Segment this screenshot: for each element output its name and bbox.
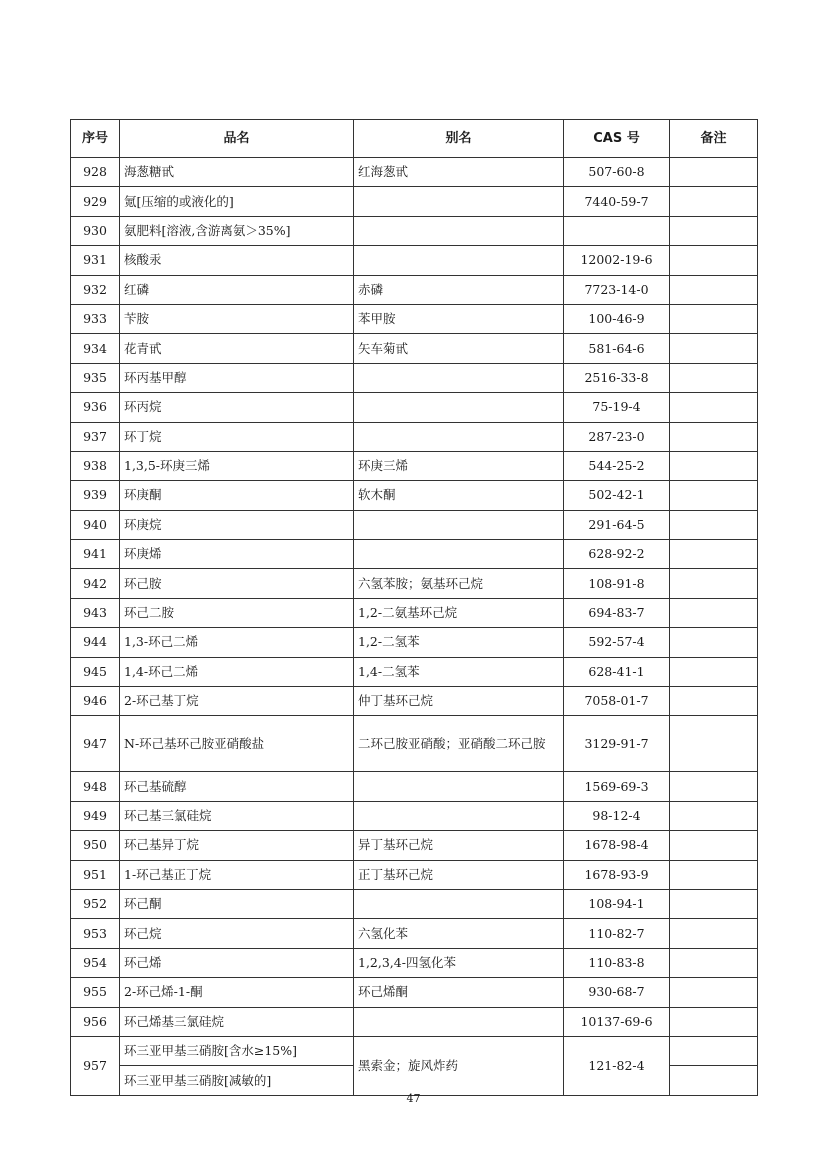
cell-name: 环丙烷: [120, 393, 354, 422]
header-num: 序号: [71, 120, 120, 158]
cell-alias: 1,2-二氢苯: [354, 628, 564, 657]
table-row: [71, 628, 758, 657]
table-row: [71, 772, 758, 801]
cell-name: 环丁烷: [120, 422, 354, 451]
cell-cas: 3129-91-7: [564, 716, 670, 772]
cell-name: 1,4-环己二烯: [120, 657, 354, 686]
table-row: [71, 657, 758, 686]
cell-num: 940: [71, 510, 120, 539]
cell-alias: 正丁基环己烷: [354, 860, 564, 889]
cell-alias: 环庚三烯: [354, 451, 564, 480]
cell-cas: 287-23-0: [564, 422, 670, 451]
header-alias: 别名: [354, 120, 564, 158]
table-row: [71, 275, 758, 304]
cell-num: 953: [71, 919, 120, 948]
table-row: [71, 948, 758, 977]
cell-cas: 7723-14-0: [564, 275, 670, 304]
cell-note: [670, 772, 758, 801]
table-row: [71, 598, 758, 627]
cell-name: 环庚烯: [120, 540, 354, 569]
cell-note: [670, 275, 758, 304]
cell-alias: [354, 216, 564, 245]
cell-num: 949: [71, 801, 120, 830]
table-row: [71, 978, 758, 1007]
cell-alias: 1,2,3,4-四氢化苯: [354, 948, 564, 977]
cell-alias: 异丁基环己烷: [354, 831, 564, 860]
table-row: [71, 393, 758, 422]
cell-note: [670, 393, 758, 422]
cell-alias: [354, 540, 564, 569]
cell-name: 环己二胺: [120, 598, 354, 627]
cell-num: 943: [71, 598, 120, 627]
table-row: [71, 919, 758, 948]
cell-alias: 六氢苯胺；氨基环己烷: [354, 569, 564, 598]
cell-note: [670, 657, 758, 686]
cell-num: 944: [71, 628, 120, 657]
cell-name: 环己烷: [120, 919, 354, 948]
cell-note: [670, 334, 758, 363]
cell-note: [670, 687, 758, 716]
cell-num: 957: [71, 1036, 120, 1095]
cell-name: 环己基三氯硅烷: [120, 801, 354, 830]
cell-cas: 7440-59-7: [564, 187, 670, 216]
table-row: [71, 304, 758, 333]
cell-name: 环己酮: [120, 889, 354, 918]
cell-note: [670, 304, 758, 333]
cell-cas: [564, 216, 670, 245]
cell-alias: 赤磷: [354, 275, 564, 304]
cell-num: 948: [71, 772, 120, 801]
cell-cas: 592-57-4: [564, 628, 670, 657]
chemical-table: [70, 119, 758, 1096]
cell-alias: 黑索金；旋风炸药: [354, 1036, 564, 1095]
cell-cas: 544-25-2: [564, 451, 670, 480]
cell-num: 955: [71, 978, 120, 1007]
page-number: 47: [406, 1092, 421, 1105]
table-row: [71, 860, 758, 889]
cell-note: [670, 246, 758, 275]
cell-name: 环丙基甲醇: [120, 363, 354, 392]
cell-num: 947: [71, 716, 120, 772]
cell-name: 1,3,5-环庚三烯: [120, 451, 354, 480]
cell-note: [670, 831, 758, 860]
cell-cas: 694-83-7: [564, 598, 670, 627]
cell-name: 核酸汞: [120, 246, 354, 275]
cell-cas: 1678-98-4: [564, 831, 670, 860]
cell-num: 945: [71, 657, 120, 686]
cell-alias: 六氢化苯: [354, 919, 564, 948]
cell-cas: 108-94-1: [564, 889, 670, 918]
cell-alias: [354, 422, 564, 451]
cell-cas: 291-64-5: [564, 510, 670, 539]
cell-note: [670, 540, 758, 569]
table-row: [71, 801, 758, 830]
cell-num: 952: [71, 889, 120, 918]
cell-num: 951: [71, 860, 120, 889]
header-note: 备注: [670, 120, 758, 158]
cell-name: 环己基硫醇: [120, 772, 354, 801]
cell-alias: 苯甲胺: [354, 304, 564, 333]
cell-note: [670, 598, 758, 627]
cell-name: 环己基异丁烷: [120, 831, 354, 860]
cell-note: [670, 1036, 758, 1065]
cell-name: 环庚烷: [120, 510, 354, 539]
cell-name: 海葱糖甙: [120, 158, 354, 187]
table-row: [71, 716, 758, 772]
cell-note: [670, 363, 758, 392]
cell-note: [670, 1007, 758, 1036]
cell-name: 1-环己基正丁烷: [120, 860, 354, 889]
cell-num: 938: [71, 451, 120, 480]
cell-num: 934: [71, 334, 120, 363]
cell-cas: 121-82-4: [564, 1036, 670, 1095]
cell-num: 930: [71, 216, 120, 245]
cell-alias: [354, 246, 564, 275]
header-cas: CAS 号: [564, 120, 670, 158]
cell-cas: 628-41-1: [564, 657, 670, 686]
cell-note: [670, 628, 758, 657]
cell-cas: 110-83-8: [564, 948, 670, 977]
cell-num: 933: [71, 304, 120, 333]
cell-num: 931: [71, 246, 120, 275]
cell-cas: 7058-01-7: [564, 687, 670, 716]
cell-num: 950: [71, 831, 120, 860]
cell-alias: [354, 393, 564, 422]
table-row: [71, 569, 758, 598]
table-row: [71, 451, 758, 480]
cell-alias: [354, 801, 564, 830]
cell-name: 环己胺: [120, 569, 354, 598]
cell-cas: 100-46-9: [564, 304, 670, 333]
cell-name: 环己烯: [120, 948, 354, 977]
table-row: [71, 889, 758, 918]
cell-name: 氪[压缩的或液化的]: [120, 187, 354, 216]
table-body: [71, 158, 758, 1096]
cell-alias: [354, 1007, 564, 1036]
cell-name: 2-环己烯-1-酮: [120, 978, 354, 1007]
cell-cas: 110-82-7: [564, 919, 670, 948]
cell-note: [670, 158, 758, 187]
cell-alias: [354, 772, 564, 801]
cell-cas: 10137-69-6: [564, 1007, 670, 1036]
table-row: [71, 216, 758, 245]
cell-cas: 1569-69-3: [564, 772, 670, 801]
cell-num: 929: [71, 187, 120, 216]
cell-alias: 矢车菊甙: [354, 334, 564, 363]
cell-cas: 581-64-6: [564, 334, 670, 363]
cell-cas: 75-19-4: [564, 393, 670, 422]
cell-cas: 930-68-7: [564, 978, 670, 1007]
cell-note: [670, 978, 758, 1007]
cell-alias: 1,4-二氢苯: [354, 657, 564, 686]
table-row: [71, 510, 758, 539]
table-row: [71, 687, 758, 716]
table-row: [71, 1007, 758, 1036]
cell-name: 苄胺: [120, 304, 354, 333]
table-row: [71, 334, 758, 363]
cell-num: 939: [71, 481, 120, 510]
table-row: [71, 481, 758, 510]
cell-alias: 环己烯酮: [354, 978, 564, 1007]
cell-name: 1,3-环己二烯: [120, 628, 354, 657]
cell-alias: 软木酮: [354, 481, 564, 510]
cell-num: 956: [71, 1007, 120, 1036]
cell-name: 环三亚甲基三硝胺[含水≥15%]: [120, 1036, 354, 1065]
cell-cas: 108-91-8: [564, 569, 670, 598]
cell-alias: 1,2-二氨基环己烷: [354, 598, 564, 627]
cell-num: 942: [71, 569, 120, 598]
table-row: [71, 246, 758, 275]
cell-name: 环三亚甲基三硝胺[减敏的]: [120, 1066, 354, 1095]
cell-name: 花青甙: [120, 334, 354, 363]
table-row: [71, 187, 758, 216]
cell-num: 928: [71, 158, 120, 187]
cell-cas: 1678-93-9: [564, 860, 670, 889]
cell-cas: 12002-19-6: [564, 246, 670, 275]
cell-cas: 98-12-4: [564, 801, 670, 830]
cell-note: [670, 422, 758, 451]
table-row: [71, 1036, 758, 1065]
cell-num: 936: [71, 393, 120, 422]
cell-name: N-环己基环己胺亚硝酸盐: [120, 716, 354, 772]
cell-num: 954: [71, 948, 120, 977]
cell-cas: 2516-33-8: [564, 363, 670, 392]
cell-name: 2-环己基丁烷: [120, 687, 354, 716]
cell-note: [670, 216, 758, 245]
cell-name: 氨肥料[溶液,含游离氨＞35%]: [120, 216, 354, 245]
cell-alias: 仲丁基环己烷: [354, 687, 564, 716]
cell-note: [670, 510, 758, 539]
cell-alias: 二环己胺亚硝酸；亚硝酸二环己胺: [354, 716, 564, 772]
table-row: [71, 831, 758, 860]
cell-cas: 507-60-8: [564, 158, 670, 187]
cell-alias: [354, 187, 564, 216]
cell-alias: [354, 510, 564, 539]
table-row: [71, 422, 758, 451]
cell-note: [670, 801, 758, 830]
cell-note: [670, 451, 758, 480]
cell-num: 941: [71, 540, 120, 569]
cell-num: 937: [71, 422, 120, 451]
cell-alias: [354, 889, 564, 918]
cell-num: 935: [71, 363, 120, 392]
cell-note: [670, 716, 758, 772]
cell-name: 环庚酮: [120, 481, 354, 510]
header-name: 品名: [120, 120, 354, 158]
table-row: [71, 363, 758, 392]
cell-note: [670, 481, 758, 510]
table-row: [71, 540, 758, 569]
cell-note: [670, 860, 758, 889]
table-header-row: [71, 120, 758, 158]
cell-name: 环己烯基三氯硅烷: [120, 1007, 354, 1036]
cell-num: 946: [71, 687, 120, 716]
cell-alias: [354, 363, 564, 392]
cell-note: [670, 1066, 758, 1095]
cell-note: [670, 919, 758, 948]
table-row: [71, 158, 758, 187]
cell-note: [670, 187, 758, 216]
cell-cas: 628-92-2: [564, 540, 670, 569]
cell-note: [670, 889, 758, 918]
cell-name: 红磷: [120, 275, 354, 304]
cell-note: [670, 569, 758, 598]
cell-num: 932: [71, 275, 120, 304]
cell-cas: 502-42-1: [564, 481, 670, 510]
cell-note: [670, 948, 758, 977]
cell-alias: 红海葱甙: [354, 158, 564, 187]
